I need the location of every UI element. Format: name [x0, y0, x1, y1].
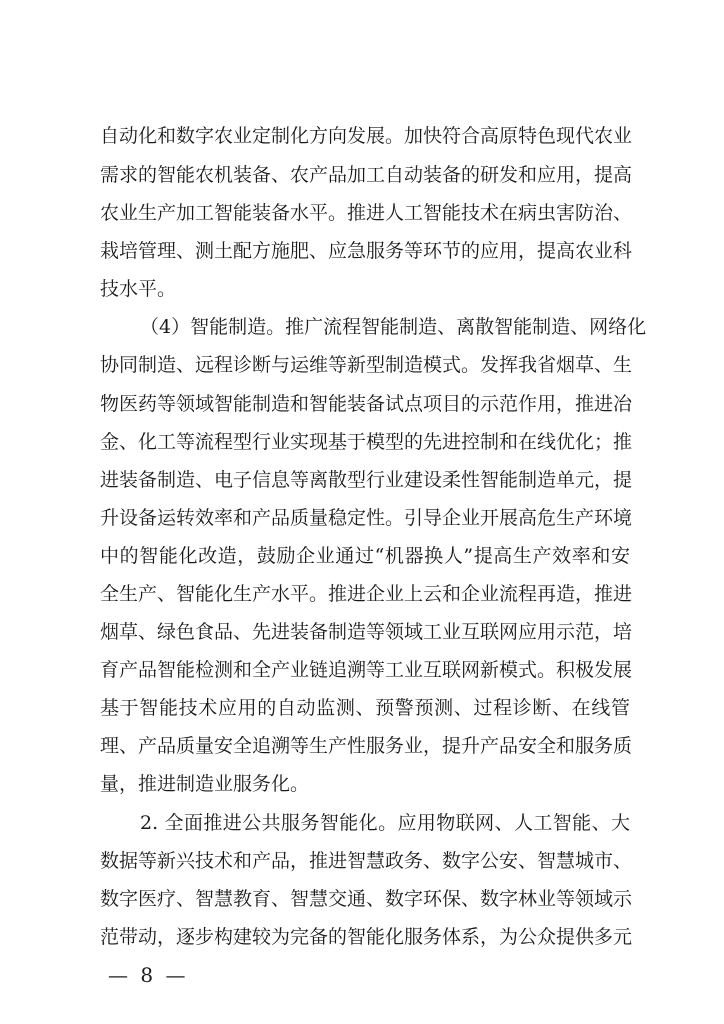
body-text-line: 升设备运转效率和产品质量稳定性。引导企业开展高危生产环境 [100, 507, 633, 529]
body-text-line: 进装备制造、电子信息等离散型行业建设柔性智能制造单元，提 [100, 469, 633, 491]
body-text-line: 自动化和数字农业定制化方向发展。加快符合高原特色现代农业 [100, 125, 633, 147]
page-number: — 8 — [108, 963, 189, 987]
body-text-line: 基于智能技术应用的自动监测、预警预测、过程诊断、在线管 [100, 697, 630, 719]
body-text-line: 数字医疗、智慧教育、智慧交通、数字环保、数字林业等领域示 [100, 888, 633, 910]
body-text-line: 育产品智能检测和全产业链追溯等工业互联网新模式。积极发展 [100, 659, 633, 681]
body-text-line: 物医药等领域智能制造和智能装备试点项目的示范作用，推进冶 [100, 393, 633, 415]
body-text-line: 量，推进制造业服务化。 [100, 773, 310, 795]
body-text-line: 农业生产加工智能装备水平。推进人工智能技术在病虫害防治、 [100, 202, 633, 224]
body-text-line: 全生产、智能化生产水平。推进企业上云和企业流程再造，推进 [100, 583, 633, 605]
body-text-line: 需求的智能农机装备、农产品加工自动装备的研发和应用，提高 [100, 164, 633, 186]
body-text-line: 范带动，逐步构建较为完备的智能化服务体系，为公众提供多元 [100, 926, 633, 948]
body-text-line: 技水平。 [100, 278, 177, 300]
body-text-line: 栽培管理、测土配方施肥、应急服务等环节的应用，提高农业科 [100, 240, 633, 262]
body-text-line: 数据等新兴技术和产品，推进智慧政务、数字公安、智慧城市、 [100, 850, 633, 872]
body-text-line: 金、化工等流程型行业实现基于模型的先进控制和在线优化；推 [100, 431, 633, 453]
section-heading-line: （4）智能制造。推广流程智能制造、离散智能制造、网络化 [140, 316, 647, 338]
section-heading-line: 2. 全面推进公共服务智能化。应用物联网、人工智能、大 [140, 812, 630, 834]
body-text-line: 中的智能化改造，鼓励企业通过“机器换人”提高生产效率和安 [100, 545, 630, 567]
body-text-line: 烟草、绿色食品、先进装备制造等领域工业互联网应用示范，培 [100, 621, 633, 643]
body-text-line: 协同制造、远程诊断与运维等新型制造模式。发挥我省烟草、生 [100, 354, 633, 376]
body-text-line: 理、产品质量安全追溯等生产性服务业，提升产品安全和服务质 [100, 735, 633, 757]
